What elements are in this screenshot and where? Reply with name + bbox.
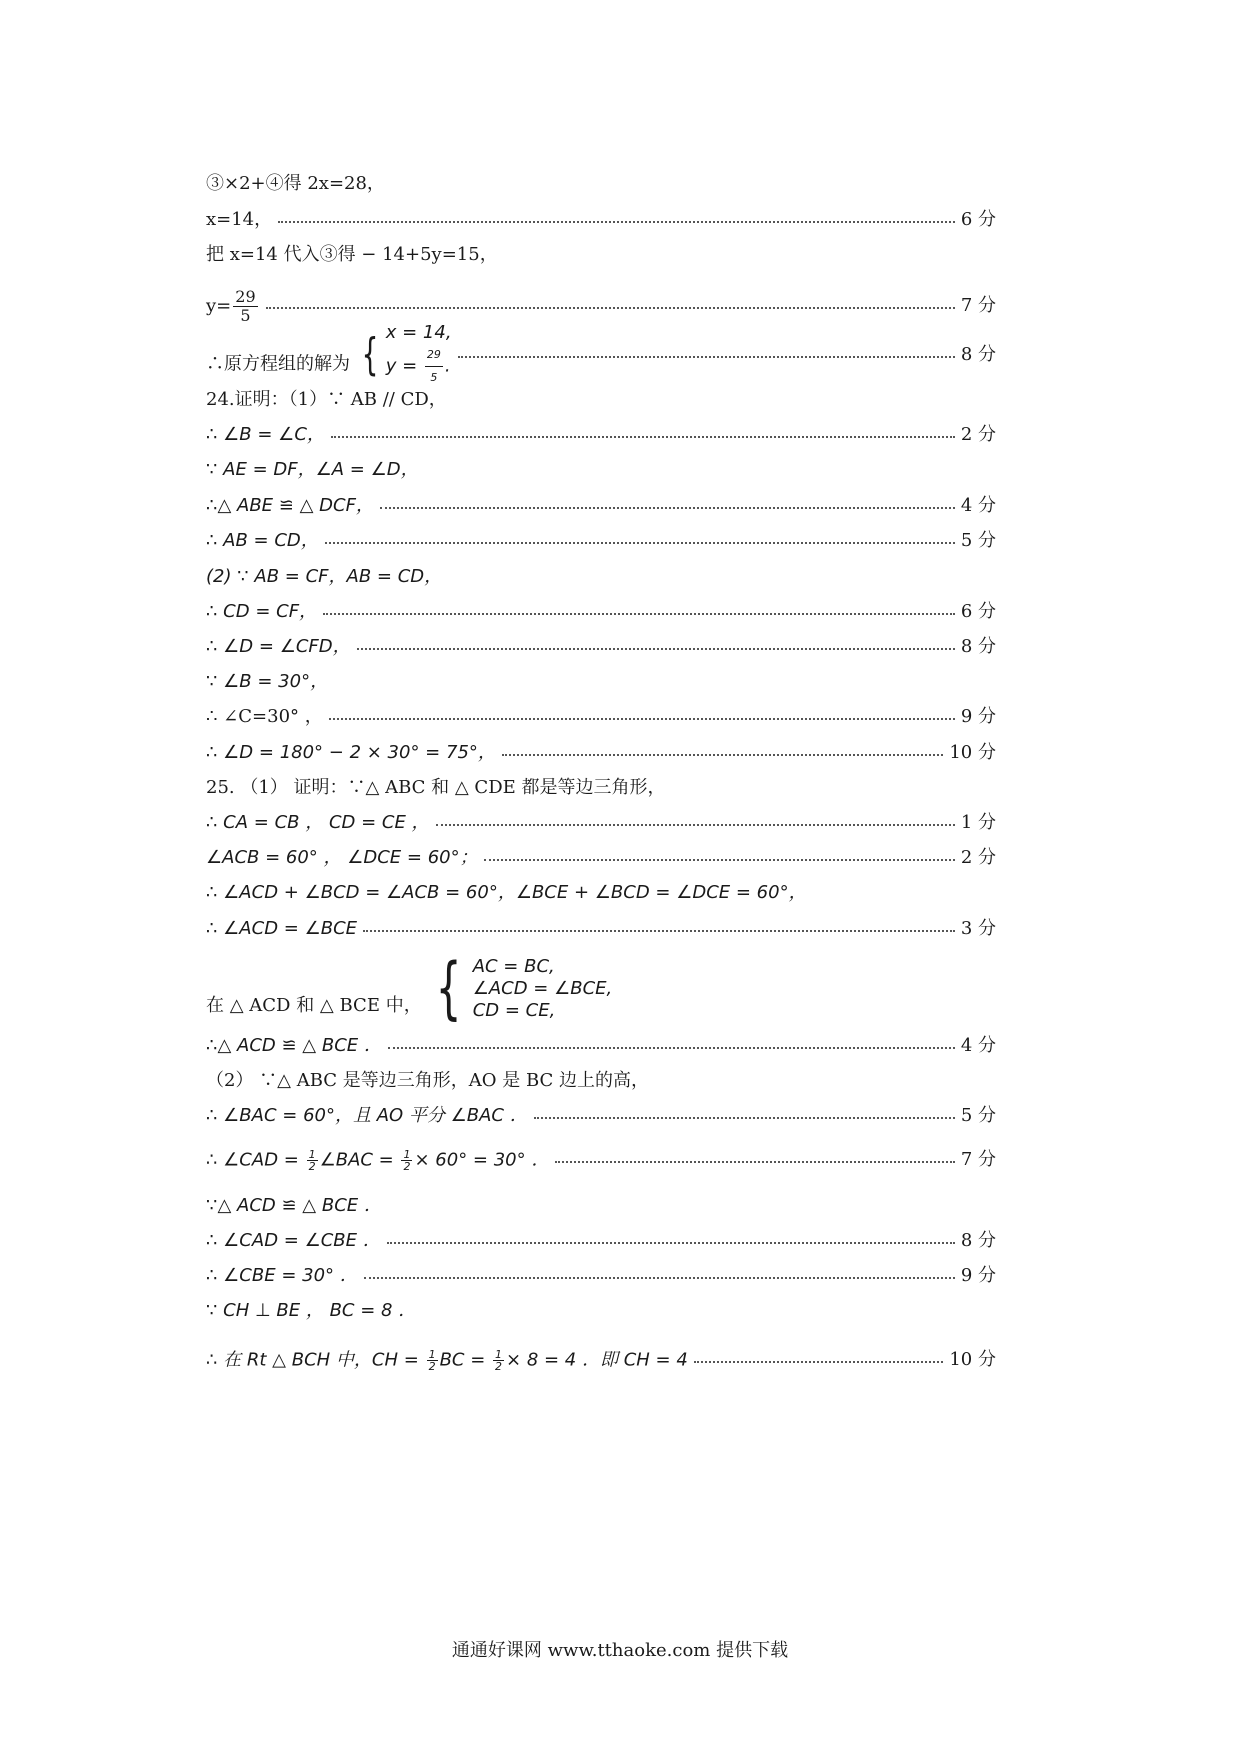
score-label: 6 分 — [960, 601, 996, 622]
solution-line — [206, 173, 996, 195]
line-text: ∴ CD = CF， — [206, 601, 318, 622]
solution-line — [206, 321, 996, 384]
line-text: ∴ ∠CAD = ∠CBE ． — [206, 1230, 381, 1251]
line-text: ∵ CH ⊥ BE ， BC = 8 ． — [206, 1300, 417, 1321]
score-label: 8 分 — [960, 344, 996, 365]
score-label: 6 分 — [960, 209, 996, 230]
score-label: 4 分 — [960, 495, 996, 516]
score-label: 4 分 — [960, 1035, 996, 1056]
score-label: 5 分 — [960, 530, 996, 551]
solution-line — [206, 495, 996, 517]
line-text: ∴ CA = CB ， CD = CE ， — [206, 812, 430, 833]
line-text: 在 △ ACD 和 △ BCE 中， { AC = BC, ∠ACD = ∠BCE, CD = CE, — [206, 949, 613, 1028]
solution-line — [206, 847, 996, 869]
line-text: ∴ ∠ACD = ∠BCE — [206, 918, 358, 939]
line-text: ∴ ∠B = ∠C， — [206, 424, 325, 445]
solution-line — [206, 636, 996, 658]
dot-leader — [388, 1047, 955, 1049]
score-label: 8 分 — [960, 1230, 996, 1251]
solution-line — [206, 1070, 996, 1092]
solution-line — [206, 601, 996, 623]
line-text: ∴原方程组的解为 { x = 14, y = $\frac{29}{5}$ . — [206, 322, 452, 389]
line-text: (2) ∵ AB = CF，AB = CD， — [206, 566, 443, 587]
solution-line — [206, 244, 996, 266]
line-text: ∵△ ACD ≌ △ BCE ． — [206, 1195, 382, 1216]
dot-leader — [458, 356, 955, 358]
fraction: $\frac{29}{5}$ — [235, 286, 256, 325]
line-text: ∴△ ABE ≌ △ DCF， — [206, 495, 374, 516]
solution-line — [206, 1105, 996, 1127]
dot-leader — [534, 1117, 955, 1119]
solution-line — [206, 389, 996, 411]
score-label: 9 分 — [960, 1265, 996, 1286]
score-label: 7 分 — [960, 295, 996, 316]
dot-leader — [357, 648, 955, 650]
solution-line — [206, 706, 996, 728]
line-text: 24.证明：（1）∵ AB // CD， — [206, 389, 447, 410]
fraction: $\frac{1}{2}$ — [403, 1147, 411, 1173]
solution-line — [206, 742, 996, 764]
solution-line — [206, 812, 996, 834]
line-text: 25. （1） 证明：∵△ ABC 和 △ CDE 都是等边三角形， — [206, 777, 666, 798]
dot-leader — [380, 507, 955, 509]
dot-leader — [278, 221, 955, 223]
line-text: ∴ ∠ACD + ∠BCD = ∠ACB = 60°，∠BCE + ∠BCD = ∠DCE = 60°， — [206, 882, 807, 903]
line-text: ∠ACB = 60° ， ∠DCE = 60°； — [206, 847, 478, 868]
solution-line — [206, 918, 996, 940]
score-label: 7 分 — [960, 1149, 996, 1170]
line-text: ∴ ∠D = 180° − 2 × 30° = 75°， — [206, 742, 496, 763]
brace-symbol: { — [436, 949, 463, 1028]
score-label: 3 分 — [960, 918, 996, 939]
dot-leader — [329, 718, 955, 720]
solution-line — [206, 530, 996, 552]
line-text: y= $\frac{29}{5}$ — [206, 286, 256, 325]
line-text: ③×2+④得 2x=28， — [206, 173, 385, 194]
fraction: $\frac{1}{2}$ — [495, 1347, 503, 1373]
solution-line — [206, 1300, 996, 1322]
solution-line — [206, 882, 996, 904]
fraction: $\frac{1}{2}$ — [308, 1147, 316, 1173]
line-text: ∴ ∠D = ∠CFD， — [206, 636, 351, 657]
fraction: $\frac{1}{2}$ — [428, 1347, 436, 1373]
dot-leader — [694, 1361, 944, 1363]
line-text: ∴ 在 Rt △ BCH 中，CH = $\frac{1}{2}$ BC = $\frac{1}{2}$ × 8 = 4 ．即 CH = 4 — [206, 1347, 688, 1373]
score-label: 9 分 — [960, 706, 996, 727]
equation-system: { x = 14, y = $\frac{29}{5}$ . — [361, 321, 452, 384]
solution-line — [206, 1230, 996, 1252]
line-text: （2） ∵△ ABC 是等边三角形，AO 是 BC 边上的高， — [206, 1070, 650, 1091]
dot-leader — [555, 1161, 954, 1163]
dot-leader — [331, 436, 955, 438]
score-label: 1 分 — [960, 812, 996, 833]
solution-line — [206, 1195, 996, 1217]
dot-leader — [363, 930, 955, 932]
dot-leader — [436, 824, 955, 826]
score-label: 5 分 — [960, 1105, 996, 1126]
score-label: 2 分 — [960, 847, 996, 868]
solution-line — [206, 209, 996, 231]
score-label: 10 分 — [949, 1349, 996, 1370]
dot-leader — [484, 859, 955, 861]
solution-line — [206, 671, 996, 693]
line-text: x=14， — [206, 209, 273, 230]
brace-symbol: { — [361, 329, 379, 380]
solution-line — [206, 1265, 996, 1287]
solution-line — [206, 459, 996, 481]
page-footer: 通通好课网 www.tthaoke.com 提供下载 — [451, 1640, 789, 1661]
solution-line — [206, 424, 996, 446]
score-label: 8 分 — [960, 636, 996, 657]
dot-leader — [502, 754, 943, 756]
dot-leader — [387, 1242, 955, 1244]
line-text: ∴ ∠CBE = 30° ． — [206, 1265, 358, 1286]
score-label: 10 分 — [949, 742, 996, 763]
solution-line — [206, 1340, 996, 1380]
solution-line — [206, 949, 996, 1028]
line-text: 把 x=14 代入③得 − 14+5y=15， — [206, 244, 498, 265]
dot-leader — [266, 307, 955, 309]
score-label: 2 分 — [960, 424, 996, 445]
dot-leader — [325, 542, 955, 544]
line-text: ∵ AE = DF，∠A = ∠D， — [206, 459, 419, 480]
line-text: ∵ ∠B = 30°， — [206, 671, 329, 692]
line-text: ∴ ∠BAC = 60°，且 AO 平分 ∠BAC ． — [206, 1105, 528, 1126]
equation-system: { AC = BC, ∠ACD = ∠BCE, CD = CE, — [436, 949, 613, 1028]
dot-leader — [323, 613, 955, 615]
dot-leader — [364, 1277, 955, 1279]
line-text: ∴△ ACD ≌ △ BCE ． — [206, 1035, 382, 1056]
solution-line — [206, 1035, 996, 1057]
solution-line — [206, 777, 996, 799]
line-text: ∴ ∠C=30° ， — [206, 706, 323, 727]
solution-line — [206, 566, 996, 588]
line-text: ∴ ∠CAD = $\frac{1}{2}$ ∠BAC = $\frac{1}{2}$ × 60° = 30° ． — [206, 1147, 550, 1173]
solution-line — [206, 1140, 996, 1180]
line-text: ∴ AB = CD， — [206, 530, 319, 551]
